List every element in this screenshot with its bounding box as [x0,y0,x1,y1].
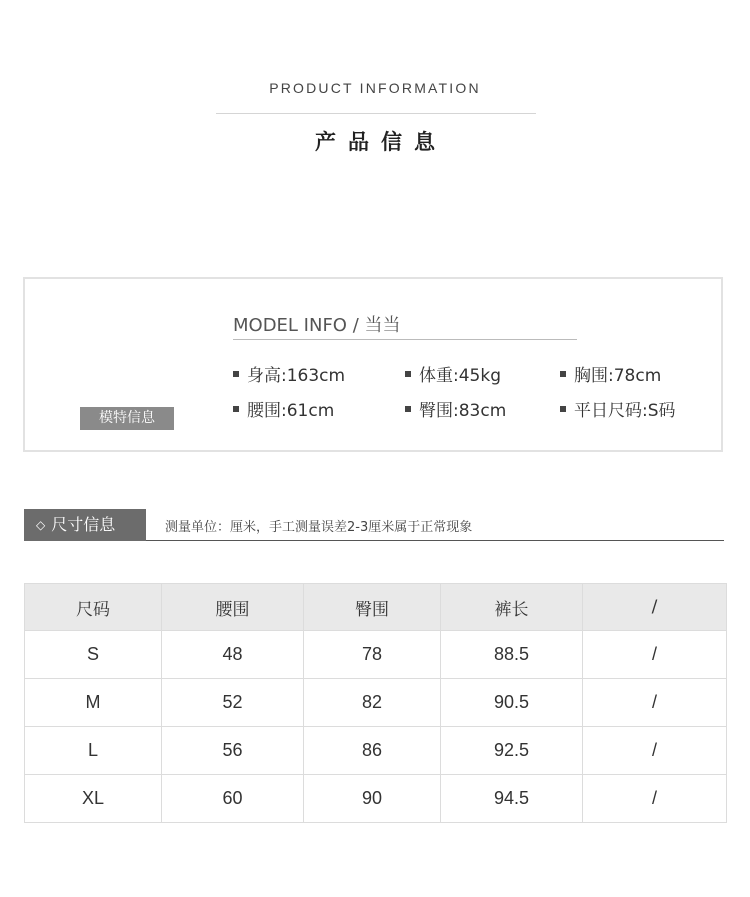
header-divider [216,113,536,114]
page-title-en: PRODUCT INFORMATION [269,80,481,96]
cell-waist: 52 [162,679,304,727]
stat-text: 腰围:61cm [247,401,335,421]
size-section-divider [146,540,724,541]
model-stat-waist [233,396,334,421]
cell-size: L [25,727,162,775]
cell-empty: / [583,631,727,679]
model-stat-bust [560,361,661,386]
model-stat-weight [405,361,501,386]
stat-text: 臀围:83cm [419,401,507,421]
table-row [25,679,727,727]
cell-waist: 56 [162,727,304,775]
model-stat-hip [405,396,506,421]
cell-hip: 90 [304,775,441,823]
cell-size: S [25,631,162,679]
header-waist: 腰围 [162,584,304,631]
table-row [25,775,727,823]
cell-waist: 60 [162,775,304,823]
cell-size: XL [25,775,162,823]
cell-empty: / [583,727,727,775]
model-title-underline [233,339,577,340]
model-info-title: MODEL INFO / 当当 [233,315,401,336]
cell-waist: 48 [162,631,304,679]
bullet-icon [405,371,411,377]
cell-hip: 82 [304,679,441,727]
table-row [25,727,727,775]
model-stat-size [560,396,676,421]
bullet-icon [233,406,239,412]
table-header-row [25,584,727,631]
diamond-icon: ◇ [36,518,46,532]
bullet-icon [405,406,411,412]
cell-empty: / [583,775,727,823]
header-length: 裤长 [441,584,583,631]
cell-size: M [25,679,162,727]
size-info-tab [24,509,146,541]
table-row [25,631,727,679]
stat-text: 胸围:78cm [574,366,662,386]
stat-text: 体重:45kg [419,366,501,386]
page-title-cn: 产品信息 [315,130,447,154]
measurement-note: 测量单位：厘米，手工测量误差2-3厘米属于正常现象 [165,520,473,535]
cell-length: 90.5 [441,679,583,727]
stat-text: 身高:163cm [247,366,346,386]
header-empty: / [583,584,727,631]
model-info-badge: 模特信息 [80,407,174,430]
header-size: 尺码 [25,584,162,631]
cell-hip: 86 [304,727,441,775]
bullet-icon [560,406,566,412]
model-stat-height [233,361,345,386]
stat-text: 平日尺码:S码 [574,401,676,421]
cell-length: 94.5 [441,775,583,823]
header-hip: 臀围 [304,584,441,631]
size-info-label: 尺寸信息 [51,515,116,534]
cell-length: 88.5 [441,631,583,679]
cell-hip: 78 [304,631,441,679]
cell-length: 92.5 [441,727,583,775]
cell-empty: / [583,679,727,727]
bullet-icon [560,371,566,377]
bullet-icon [233,371,239,377]
size-table [24,583,727,823]
